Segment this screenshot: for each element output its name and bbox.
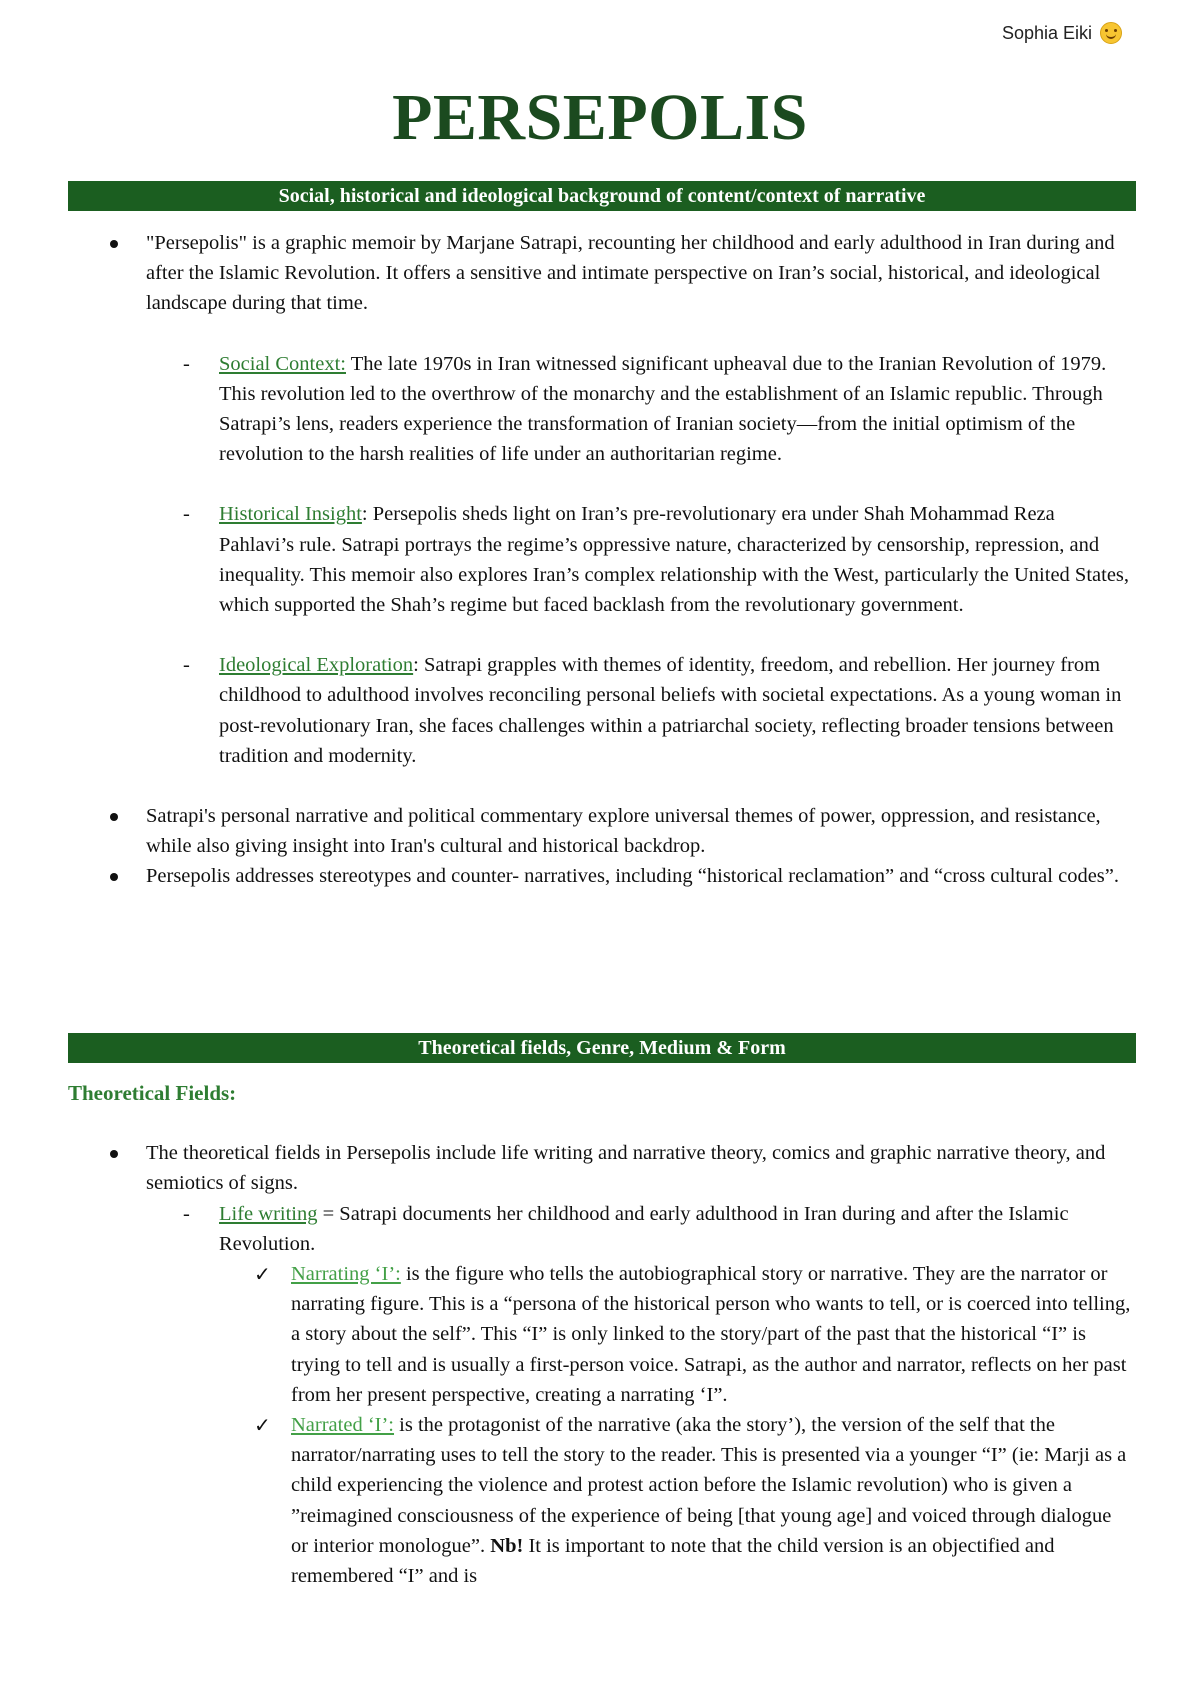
nb-emphasis: Nb!: [490, 1534, 524, 1557]
section-heading-background: Social, historical and ideological background of content/context of narrative: [68, 181, 1136, 211]
author-name-header: [1002, 22, 1122, 44]
bullet-item-stereotypes: [68, 861, 1143, 891]
term-narrating-i: Narrating ‘I’:: [291, 1263, 401, 1286]
section-heading-theory: Theoretical fields, Genre, Medium & Form: [68, 1033, 1136, 1063]
smiley-face-icon: [1100, 22, 1122, 44]
dash-icon: -: [183, 654, 190, 677]
list-item-life-writing: [68, 1199, 1143, 1259]
checkmark-icon: ✓: [254, 1262, 271, 1287]
intro-text: "Persepolis" is a graphic memoir by Marjane Satrapi, recounting her childhood and early adulthood in Iran during and after the Islamic Revolution. It offers a sensitive and intimate perspective on Iran’s social, historical, and ideological landscape during that time.: [146, 232, 1115, 315]
theoretical-fields-text: The theoretical fields in Persepolis include life writing and narrative theory, comics and graphic narrative theory, and semiotics of signs.: [146, 1142, 1106, 1195]
checkmark-icon: ✓: [254, 1413, 271, 1438]
section-theory-content: [68, 1078, 1143, 1591]
term-narrated-i: Narrated ‘I’:: [291, 1414, 395, 1437]
narrating-i-text: is the figure who tells the autobiographical story or narrative. They are the narrator or narrating figure. This is a “persona of the historical person who wants to tell, or is coerced into telling, a story about the self”. This “I” is only linked to the story/part of the past that the historical “I” is trying to tell and is usually a first-person voice. Satrapi, as the author and narrator, reflects on her past from her present perspective, creating a narrating ‘I”.: [291, 1263, 1131, 1406]
stereotypes-text: Persepolis addresses stereotypes and counter- narratives, including “historical reclamation” and “cross cultural codes”.: [146, 865, 1119, 888]
narrated-i-text: is the protagonist of the narrative (aka the story’), the version of the self that the narrator/narrating uses to tell the story to the reader. This is presented via a younger “I” (ie: Marji as a child experiencing the violence and protest action before the Islamic revolution) who is given a ”reimagined consciousness of the experience of being [that young age] and voiced through dialogue or interior monologue”.: [291, 1414, 1127, 1557]
check-item-narrated-i: [68, 1410, 1143, 1591]
themes-text: Satrapi's personal narrative and political commentary explore universal themes of power, oppression, and resistance, while also giving insight into Iran's cultural and historical backdrop.: [146, 805, 1101, 858]
term-social-context: Social Context:: [219, 352, 346, 375]
dash-icon: -: [183, 503, 190, 526]
bullet-item-themes: [68, 801, 1143, 861]
bullet-item-intro: [68, 228, 1143, 319]
list-item-ideological-exploration: [68, 650, 1143, 771]
life-writing-text: = Satrapi documents her childhood and early adulthood in Iran during and after the Islamic Revolution.: [219, 1202, 1069, 1255]
check-item-narrating-i: [68, 1259, 1143, 1410]
section-background-content: [68, 228, 1143, 892]
list-item-social-context: [68, 349, 1143, 470]
list-item-historical-insight: [68, 499, 1143, 620]
author-name: Sophia Eiki: [1001, 22, 1092, 43]
dash-icon: -: [183, 1202, 190, 1225]
bullet-dot-icon: [110, 873, 118, 881]
historical-insight-text: : Persepolis sheds light on Iran’s pre-revolutionary era under Shah Mohammad Reza Pahlavi’s rule. Satrapi portrays the regime’s oppressive nature, characterized by censorship, repression, and inequality. This memoir also explores Iran’s complex relationship with the West, particularly the United States, which supported the Shah’s regime but faced backlash from the revolutionary government.: [219, 503, 1130, 617]
narrated-i-text-after: It is important to note that the child version is an objectified and remembered “I” and is: [291, 1534, 1055, 1588]
term-life-writing: Life writing: [219, 1202, 318, 1225]
subheading-theoretical-fields: Theoretical Fields:: [68, 1081, 237, 1105]
page-title: PERSEPOLIS: [392, 81, 808, 154]
bullet-dot-icon: [110, 1150, 118, 1158]
bullet-dot-icon: [110, 813, 118, 821]
dash-icon: -: [183, 352, 190, 375]
social-context-text: The late 1970s in Iran witnessed significant upheaval due to the Iranian Revolution of 1979. This revolution led to the overthrow of the monarchy and the establishment of an Islamic republic. Through Satrapi’s lens, readers experience the transformation of Iranian society—from the initial optimism of the revolution to the harsh realities of life under an authoritarian regime.: [219, 352, 1107, 466]
term-ideological-exploration: Ideological Exploration: [219, 654, 414, 677]
term-historical-insight: Historical Insight: [219, 503, 362, 526]
bullet-dot-icon: [110, 240, 118, 248]
bullet-item-theoretical-fields: [68, 1138, 1143, 1198]
ideological-exploration-text: : Satrapi grapples with themes of identity, freedom, and rebellion. Her journey from childhood to adulthood involves reconciling personal beliefs with societal expectations. As a young woman in post-revolutionary Iran, she faces challenges within a patriarchal society, reflecting broader tensions between tradition and modernity.: [219, 654, 1122, 767]
